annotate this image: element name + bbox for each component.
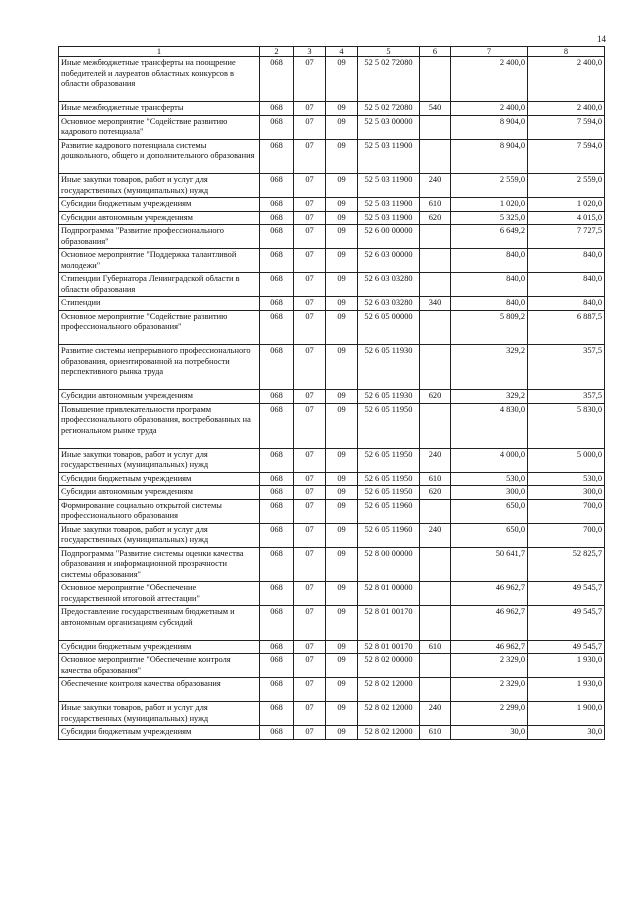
target-article-cell: 52 6 05 11950 — [358, 486, 420, 500]
ministry-code-cell: 068 — [260, 102, 294, 116]
amount-year-1-cell: 840,0 — [451, 273, 528, 297]
amount-year-1-cell: 530,0 — [451, 472, 528, 486]
subsection-code-cell: 09 — [326, 547, 358, 582]
amount-year-2-cell: 7 594,0 — [528, 139, 605, 174]
column-header-5: 5 — [358, 47, 420, 57]
amount-year-2-cell: 840,0 — [528, 273, 605, 297]
section-code-cell: 07 — [294, 523, 326, 547]
ministry-code-cell: 068 — [260, 310, 294, 345]
row-name-cell: Субсидии автономным учреждениям — [59, 486, 260, 500]
column-header-2: 2 — [260, 47, 294, 57]
subsection-code-cell: 09 — [326, 211, 358, 225]
section-code-cell: 07 — [294, 115, 326, 139]
column-header-4: 4 — [326, 47, 358, 57]
amount-year-2-cell: 1 930,0 — [528, 678, 605, 702]
target-article-cell: 52 6 03 03280 — [358, 297, 420, 311]
target-article-cell: 52 6 05 11930 — [358, 390, 420, 404]
target-article-cell: 52 8 02 12000 — [358, 726, 420, 740]
ministry-code-cell: 068 — [260, 139, 294, 174]
ministry-code-cell: 068 — [260, 249, 294, 273]
expense-type-cell: 620 — [420, 211, 451, 225]
row-name-cell: Стипендии Губернатора Ленинградской области в области образования — [59, 273, 260, 297]
section-code-cell: 07 — [294, 606, 326, 641]
amount-year-2-cell: 2 400,0 — [528, 57, 605, 102]
amount-year-1-cell: 2 559,0 — [451, 174, 528, 198]
target-article-cell: 52 5 02 72080 — [358, 57, 420, 102]
target-article-cell: 52 8 02 00000 — [358, 654, 420, 678]
expense-type-cell — [420, 606, 451, 641]
table-row — [59, 310, 605, 345]
section-code-cell: 07 — [294, 654, 326, 678]
expense-type-cell: 540 — [420, 102, 451, 116]
target-article-cell: 52 6 05 11950 — [358, 403, 420, 448]
table-row — [59, 606, 605, 641]
table-row — [59, 345, 605, 390]
row-name-cell: Субсидии бюджетным учреждениям — [59, 640, 260, 654]
row-name-cell: Развитие кадрового потенциала системы дошкольного, общего и дополнительного образования — [59, 139, 260, 174]
subsection-code-cell: 09 — [326, 726, 358, 740]
section-code-cell: 07 — [294, 640, 326, 654]
table-row — [59, 57, 605, 102]
amount-year-1-cell: 1 020,0 — [451, 198, 528, 212]
amount-year-2-cell: 52 825,7 — [528, 547, 605, 582]
amount-year-1-cell: 300,0 — [451, 486, 528, 500]
target-article-cell: 52 6 05 11950 — [358, 472, 420, 486]
expense-type-cell — [420, 403, 451, 448]
target-article-cell: 52 8 00 00000 — [358, 547, 420, 582]
target-article-cell: 52 6 05 11960 — [358, 523, 420, 547]
expense-type-cell — [420, 273, 451, 297]
amount-year-1-cell: 6 649,2 — [451, 225, 528, 249]
subsection-code-cell: 09 — [326, 225, 358, 249]
amount-year-2-cell: 49 545,7 — [528, 606, 605, 641]
amount-year-1-cell: 30,0 — [451, 726, 528, 740]
expense-type-cell: 620 — [420, 486, 451, 500]
subsection-code-cell: 09 — [326, 198, 358, 212]
amount-year-1-cell: 840,0 — [451, 297, 528, 311]
amount-year-2-cell: 6 887,5 — [528, 310, 605, 345]
target-article-cell: 52 8 01 00170 — [358, 640, 420, 654]
ministry-code-cell: 068 — [260, 403, 294, 448]
section-code-cell: 07 — [294, 273, 326, 297]
ministry-code-cell: 068 — [260, 702, 294, 726]
amount-year-1-cell: 46 962,7 — [451, 640, 528, 654]
table-row — [59, 678, 605, 702]
amount-year-1-cell: 5 809,2 — [451, 310, 528, 345]
row-name-cell: Основное мероприятие "Содействие развитию кадрового потенциала" — [59, 115, 260, 139]
row-name-cell: Повышение привлекательности программ профессионального образования, востребованных на региональном рынке труда — [59, 403, 260, 448]
expense-type-cell: 340 — [420, 297, 451, 311]
target-article-cell: 52 5 03 00000 — [358, 115, 420, 139]
row-name-cell: Основное мероприятие "Обеспечение контроля качества образования" — [59, 654, 260, 678]
table-row — [59, 249, 605, 273]
column-header-3: 3 — [294, 47, 326, 57]
target-article-cell: 52 5 03 11900 — [358, 211, 420, 225]
amount-year-2-cell: 840,0 — [528, 249, 605, 273]
table-row — [59, 139, 605, 174]
table-header-row — [59, 47, 605, 57]
ministry-code-cell: 068 — [260, 174, 294, 198]
amount-year-1-cell: 8 904,0 — [451, 139, 528, 174]
row-name-cell: Иные межбюджетные трансферты — [59, 102, 260, 116]
subsection-code-cell: 09 — [326, 345, 358, 390]
amount-year-1-cell: 2 329,0 — [451, 678, 528, 702]
section-code-cell: 07 — [294, 310, 326, 345]
table-row — [59, 726, 605, 740]
subsection-code-cell: 09 — [326, 472, 358, 486]
section-code-cell: 07 — [294, 198, 326, 212]
ministry-code-cell: 068 — [260, 726, 294, 740]
expense-type-cell — [420, 499, 451, 523]
column-header-7: 7 — [451, 47, 528, 57]
amount-year-2-cell: 5 830,0 — [528, 403, 605, 448]
amount-year-1-cell: 46 962,7 — [451, 582, 528, 606]
table-row — [59, 582, 605, 606]
expense-type-cell — [420, 310, 451, 345]
expense-type-cell — [420, 249, 451, 273]
subsection-code-cell: 09 — [326, 139, 358, 174]
target-article-cell: 52 6 05 11960 — [358, 499, 420, 523]
row-name-cell: Подпрограмма "Развитие системы оценки качества образования и информационной прозрачности системы образования" — [59, 547, 260, 582]
amount-year-1-cell: 2 400,0 — [451, 102, 528, 116]
row-name-cell: Подпрограмма "Развитие профессионального образования" — [59, 225, 260, 249]
row-name-cell: Обеспечение контроля качества образования — [59, 678, 260, 702]
row-name-cell: Иные закупки товаров, работ и услуг для государственных (муниципальных) нужд — [59, 448, 260, 472]
ministry-code-cell: 068 — [260, 640, 294, 654]
ministry-code-cell: 068 — [260, 499, 294, 523]
section-code-cell: 07 — [294, 499, 326, 523]
target-article-cell: 52 6 05 11950 — [358, 448, 420, 472]
amount-year-1-cell: 2 329,0 — [451, 654, 528, 678]
amount-year-1-cell: 840,0 — [451, 249, 528, 273]
ministry-code-cell: 068 — [260, 297, 294, 311]
column-header-8: 8 — [528, 47, 605, 57]
row-name-cell: Иные межбюджетные трансферты на поощрение победителей и лауреатов областных конкурсов в области образования — [59, 57, 260, 102]
expense-type-cell: 240 — [420, 174, 451, 198]
section-code-cell: 07 — [294, 211, 326, 225]
table-row — [59, 115, 605, 139]
amount-year-2-cell: 49 545,7 — [528, 582, 605, 606]
table-body — [59, 57, 605, 740]
budget-table — [58, 46, 605, 740]
ministry-code-cell: 068 — [260, 606, 294, 641]
row-name-cell: Основное мероприятие "Содействие развитию профессионального образования" — [59, 310, 260, 345]
row-name-cell: Основное мероприятие "Поддержка талантливой молодежи" — [59, 249, 260, 273]
section-code-cell: 07 — [294, 582, 326, 606]
expense-type-cell: 610 — [420, 472, 451, 486]
ministry-code-cell: 068 — [260, 273, 294, 297]
amount-year-2-cell: 2 559,0 — [528, 174, 605, 198]
section-code-cell: 07 — [294, 297, 326, 311]
subsection-code-cell: 09 — [326, 606, 358, 641]
target-article-cell: 52 8 02 12000 — [358, 702, 420, 726]
amount-year-2-cell: 700,0 — [528, 523, 605, 547]
target-article-cell: 52 5 03 11900 — [358, 198, 420, 212]
section-code-cell: 07 — [294, 403, 326, 448]
table-row — [59, 523, 605, 547]
row-name-cell: Субсидии автономным учреждениям — [59, 211, 260, 225]
ministry-code-cell: 068 — [260, 198, 294, 212]
row-name-cell: Субсидии бюджетным учреждениям — [59, 198, 260, 212]
target-article-cell: 52 5 03 11900 — [358, 139, 420, 174]
amount-year-1-cell: 50 641,7 — [451, 547, 528, 582]
table-row — [59, 654, 605, 678]
expense-type-cell: 240 — [420, 702, 451, 726]
amount-year-1-cell: 5 325,0 — [451, 211, 528, 225]
table-row — [59, 403, 605, 448]
target-article-cell: 52 6 05 00000 — [358, 310, 420, 345]
expense-type-cell — [420, 547, 451, 582]
section-code-cell: 07 — [294, 139, 326, 174]
expense-type-cell — [420, 139, 451, 174]
section-code-cell: 07 — [294, 174, 326, 198]
row-name-cell: Субсидии бюджетным учреждениям — [59, 472, 260, 486]
amount-year-1-cell: 329,2 — [451, 345, 528, 390]
ministry-code-cell: 068 — [260, 225, 294, 249]
column-header-1: 1 — [59, 47, 260, 57]
expense-type-cell: 620 — [420, 390, 451, 404]
target-article-cell: 52 5 02 72080 — [358, 102, 420, 116]
table-row — [59, 211, 605, 225]
amount-year-2-cell: 1 930,0 — [528, 654, 605, 678]
section-code-cell: 07 — [294, 547, 326, 582]
subsection-code-cell: 09 — [326, 174, 358, 198]
ministry-code-cell: 068 — [260, 115, 294, 139]
subsection-code-cell: 09 — [326, 57, 358, 102]
section-code-cell: 07 — [294, 448, 326, 472]
target-article-cell: 52 6 00 00000 — [358, 225, 420, 249]
target-article-cell: 52 8 01 00000 — [358, 582, 420, 606]
table-row — [59, 486, 605, 500]
amount-year-1-cell: 329,2 — [451, 390, 528, 404]
expense-type-cell: 240 — [420, 448, 451, 472]
row-name-cell: Иные закупки товаров, работ и услуг для государственных (муниципальных) нужд — [59, 702, 260, 726]
expense-type-cell — [420, 225, 451, 249]
subsection-code-cell: 09 — [326, 678, 358, 702]
subsection-code-cell: 09 — [326, 702, 358, 726]
table-row — [59, 702, 605, 726]
amount-year-1-cell: 2 299,0 — [451, 702, 528, 726]
ministry-code-cell: 068 — [260, 390, 294, 404]
amount-year-2-cell: 4 015,0 — [528, 211, 605, 225]
table-row — [59, 225, 605, 249]
subsection-code-cell: 09 — [326, 115, 358, 139]
ministry-code-cell: 068 — [260, 582, 294, 606]
amount-year-2-cell: 700,0 — [528, 499, 605, 523]
row-name-cell: Субсидии автономным учреждениям — [59, 390, 260, 404]
expense-type-cell — [420, 678, 451, 702]
amount-year-2-cell: 840,0 — [528, 297, 605, 311]
ministry-code-cell: 068 — [260, 486, 294, 500]
expense-type-cell: 610 — [420, 726, 451, 740]
table-row — [59, 273, 605, 297]
section-code-cell: 07 — [294, 726, 326, 740]
section-code-cell: 07 — [294, 472, 326, 486]
target-article-cell: 52 6 03 03280 — [358, 273, 420, 297]
amount-year-2-cell: 357,5 — [528, 390, 605, 404]
subsection-code-cell: 09 — [326, 486, 358, 500]
amount-year-1-cell: 4 830,0 — [451, 403, 528, 448]
amount-year-1-cell: 650,0 — [451, 499, 528, 523]
table-row — [59, 174, 605, 198]
page-number: 14 — [597, 34, 606, 44]
subsection-code-cell: 09 — [326, 390, 358, 404]
section-code-cell: 07 — [294, 702, 326, 726]
section-code-cell: 07 — [294, 390, 326, 404]
amount-year-2-cell: 49 545,7 — [528, 640, 605, 654]
amount-year-2-cell: 30,0 — [528, 726, 605, 740]
expense-type-cell — [420, 582, 451, 606]
ministry-code-cell: 068 — [260, 523, 294, 547]
amount-year-2-cell: 1 900,0 — [528, 702, 605, 726]
amount-year-2-cell: 530,0 — [528, 472, 605, 486]
column-header-6: 6 — [420, 47, 451, 57]
row-name-cell: Предоставление государственным бюджетным и автономным организациям субсидий — [59, 606, 260, 641]
row-name-cell: Субсидии бюджетным учреждениям — [59, 726, 260, 740]
amount-year-2-cell: 7 727,5 — [528, 225, 605, 249]
row-name-cell: Основное мероприятие "Обеспечение государственной итоговой аттестации" — [59, 582, 260, 606]
amount-year-1-cell: 2 400,0 — [451, 57, 528, 102]
subsection-code-cell: 09 — [326, 102, 358, 116]
table-row — [59, 640, 605, 654]
expense-type-cell: 610 — [420, 198, 451, 212]
subsection-code-cell: 09 — [326, 297, 358, 311]
target-article-cell: 52 5 03 11900 — [358, 174, 420, 198]
amount-year-2-cell: 300,0 — [528, 486, 605, 500]
amount-year-2-cell: 2 400,0 — [528, 102, 605, 116]
ministry-code-cell: 068 — [260, 57, 294, 102]
subsection-code-cell: 09 — [326, 654, 358, 678]
section-code-cell: 07 — [294, 678, 326, 702]
subsection-code-cell: 09 — [326, 310, 358, 345]
section-code-cell: 07 — [294, 57, 326, 102]
expense-type-cell — [420, 345, 451, 390]
expense-type-cell — [420, 654, 451, 678]
ministry-code-cell: 068 — [260, 448, 294, 472]
subsection-code-cell: 09 — [326, 640, 358, 654]
row-name-cell: Иные закупки товаров, работ и услуг для государственных (муниципальных) нужд — [59, 174, 260, 198]
subsection-code-cell: 09 — [326, 499, 358, 523]
table-row — [59, 102, 605, 116]
table-row — [59, 390, 605, 404]
amount-year-1-cell: 8 904,0 — [451, 115, 528, 139]
row-name-cell: Стипендии — [59, 297, 260, 311]
row-name-cell: Развитие системы непрерывного профессионального образования, ориентированной на потребности перспективного рынка труда — [59, 345, 260, 390]
subsection-code-cell: 09 — [326, 523, 358, 547]
section-code-cell: 07 — [294, 345, 326, 390]
table-row — [59, 472, 605, 486]
target-article-cell: 52 8 02 12000 — [358, 678, 420, 702]
section-code-cell: 07 — [294, 249, 326, 273]
row-name-cell: Иные закупки товаров, работ и услуг для государственных (муниципальных) нужд — [59, 523, 260, 547]
ministry-code-cell: 068 — [260, 211, 294, 225]
section-code-cell: 07 — [294, 225, 326, 249]
subsection-code-cell: 09 — [326, 582, 358, 606]
target-article-cell: 52 6 05 11930 — [358, 345, 420, 390]
table-row — [59, 297, 605, 311]
target-article-cell: 52 8 01 00170 — [358, 606, 420, 641]
ministry-code-cell: 068 — [260, 654, 294, 678]
table-row — [59, 547, 605, 582]
subsection-code-cell: 09 — [326, 249, 358, 273]
subsection-code-cell: 09 — [326, 448, 358, 472]
subsection-code-cell: 09 — [326, 403, 358, 448]
row-name-cell: Формирование социально открытой системы профессионального образования — [59, 499, 260, 523]
amount-year-2-cell: 5 000,0 — [528, 448, 605, 472]
expense-type-cell: 610 — [420, 640, 451, 654]
amount-year-1-cell: 650,0 — [451, 523, 528, 547]
ministry-code-cell: 068 — [260, 472, 294, 486]
amount-year-2-cell: 1 020,0 — [528, 198, 605, 212]
table-row — [59, 499, 605, 523]
section-code-cell: 07 — [294, 486, 326, 500]
amount-year-2-cell: 7 594,0 — [528, 115, 605, 139]
amount-year-1-cell: 46 962,7 — [451, 606, 528, 641]
section-code-cell: 07 — [294, 102, 326, 116]
subsection-code-cell: 09 — [326, 273, 358, 297]
amount-year-2-cell: 357,5 — [528, 345, 605, 390]
table-row — [59, 198, 605, 212]
table-row — [59, 448, 605, 472]
ministry-code-cell: 068 — [260, 547, 294, 582]
expense-type-cell — [420, 57, 451, 102]
amount-year-1-cell: 4 000,0 — [451, 448, 528, 472]
expense-type-cell: 240 — [420, 523, 451, 547]
ministry-code-cell: 068 — [260, 678, 294, 702]
target-article-cell: 52 6 03 00000 — [358, 249, 420, 273]
ministry-code-cell: 068 — [260, 345, 294, 390]
expense-type-cell — [420, 115, 451, 139]
